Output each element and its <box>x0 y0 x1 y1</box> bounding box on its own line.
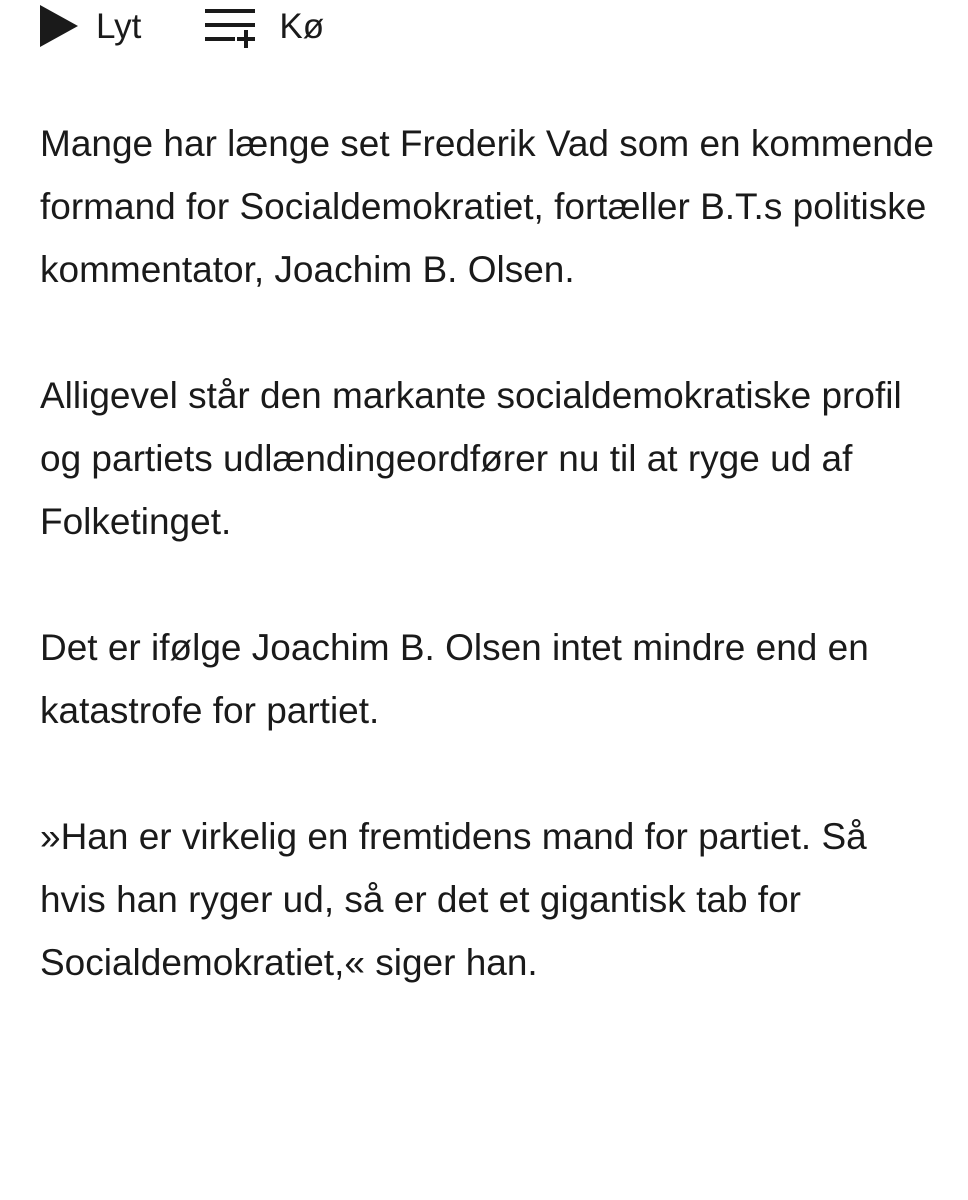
article-paragraph: Mange har længe set Frederik Vad som en kommende formand for Socialdemokratiet, fortæller B.T.s politiske kommentator, Joachim B. Olsen. <box>40 123 934 290</box>
article-paragraph: Det er ifølge Joachim B. Olsen intet mindre end en katastrofe for partiet. <box>40 627 869 731</box>
listen-label: Lyt <box>96 6 142 46</box>
article-paragraph: Alligevel står den markante socialdemokratiske profil og partiets udlændingeordfører nu til at ryge ud af Folketinget. <box>40 375 902 542</box>
queue-label: Kø <box>279 6 325 46</box>
listen-button[interactable] <box>38 3 141 49</box>
queue-add-icon <box>203 3 259 49</box>
article-paragraph: »Han er virkelig en fremtidens mand for partiet. Så hvis han ryger ud, så er det et gigantisk tab for Socialdemokratiet,« siger han. <box>40 816 867 983</box>
audio-toolbar <box>38 0 324 52</box>
play-icon <box>38 3 80 49</box>
queue-button[interactable] <box>203 3 324 49</box>
article-body <box>40 112 940 994</box>
